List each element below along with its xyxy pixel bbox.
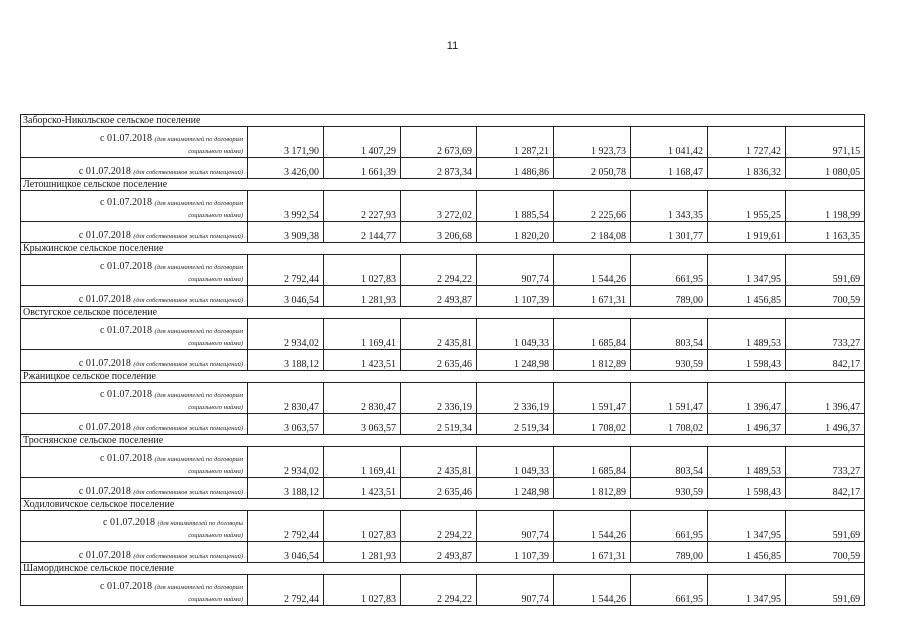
row-label-line — [25, 145, 243, 157]
rate-value-cell: 1 544,26 — [554, 511, 631, 542]
rate-value-cell: 733,27 — [786, 319, 865, 350]
row-label — [21, 575, 248, 606]
effective-date: с 01.07.2018 — [100, 197, 152, 208]
section-header-row — [21, 371, 865, 383]
rate-value-cell: 2 673,69 — [401, 127, 477, 158]
rate-value-cell: 1 198,99 — [786, 191, 865, 222]
effective-date: с 01.07.2018 — [103, 517, 155, 528]
rate-value-cell: 3 426,00 — [248, 158, 324, 179]
section-header-row — [21, 243, 865, 255]
row-label-line — [25, 261, 243, 273]
row-label-line — [25, 209, 243, 221]
row-note: (для нанимателей по договорам — [154, 392, 243, 399]
row-note-continued: социального найма) — [188, 468, 243, 475]
rate-value-cell: 1 347,95 — [708, 575, 786, 606]
rate-value-cell: 591,69 — [786, 575, 865, 606]
rate-value-cell: 1 685,84 — [554, 447, 631, 478]
rate-value-cell: 1 396,47 — [708, 383, 786, 414]
tenant-rate-row — [21, 319, 865, 350]
rate-value-cell: 1 919,61 — [708, 222, 786, 243]
row-note-continued: социального найма) — [188, 532, 243, 539]
rate-value-cell: 2 336,19 — [401, 383, 477, 414]
rate-value-cell: 1 708,02 — [554, 414, 631, 435]
rate-value-cell: 1 685,84 — [554, 319, 631, 350]
rate-value-cell: 1 812,89 — [554, 350, 631, 371]
rate-value-cell: 1 347,95 — [708, 511, 786, 542]
tenant-rate-row — [21, 575, 865, 606]
rate-value-cell: 1 489,53 — [708, 447, 786, 478]
rate-value-cell: 803,54 — [631, 447, 708, 478]
rate-value-cell: 2 493,87 — [401, 542, 477, 563]
effective-date: с 01.07.2018 — [78, 230, 131, 241]
row-note: (для собственников жилых помещений) — [133, 489, 243, 496]
section-name: Ходиловичское сельское поселение — [21, 499, 865, 511]
rate-value-cell: 1 496,37 — [786, 414, 865, 435]
section-name: Троснянское сельское поселение — [21, 435, 865, 447]
rate-value-cell: 1 107,39 — [477, 542, 554, 563]
rate-value-cell: 2 934,02 — [248, 447, 324, 478]
rate-value-cell: 1 544,26 — [554, 575, 631, 606]
rate-value-cell: 700,59 — [786, 542, 865, 563]
section-name: Шамординское сельское поселение — [21, 563, 865, 575]
row-note: (для нанимателей по договорам — [154, 328, 243, 335]
rate-value-cell: 733,27 — [786, 447, 865, 478]
rate-value-cell: 1 049,33 — [477, 447, 554, 478]
row-note-continued: социального найма) — [188, 340, 243, 347]
row-label — [21, 319, 248, 350]
rate-value-cell: 1 049,33 — [477, 319, 554, 350]
row-note: (для нанимателей по договорам — [154, 264, 243, 271]
rate-value-cell: 2 144,77 — [324, 222, 401, 243]
rate-value-cell: 2 435,81 — [401, 447, 477, 478]
rate-value-cell: 661,95 — [631, 255, 708, 286]
rate-value-cell: 591,69 — [786, 511, 865, 542]
section-header-row — [21, 115, 865, 127]
row-label-line — [25, 166, 243, 178]
row-note: (для нанимателей по договорам — [154, 136, 243, 143]
rate-value-cell: 2 792,44 — [248, 511, 324, 542]
rate-value-cell: 3 046,54 — [248, 542, 324, 563]
row-label — [21, 383, 248, 414]
tenant-rate-row — [21, 383, 865, 414]
rate-value-cell: 1 456,85 — [708, 542, 786, 563]
rate-value-cell: 971,15 — [786, 127, 865, 158]
rate-value-cell: 2 435,81 — [401, 319, 477, 350]
tenant-rate-row — [21, 511, 865, 542]
effective-date: с 01.07.2018 — [78, 358, 131, 369]
tenant-rate-row — [21, 191, 865, 222]
rate-value-cell: 1 287,21 — [477, 127, 554, 158]
section-header-row — [21, 179, 865, 191]
row-note: (для собственников жилых помещений) — [133, 425, 243, 432]
rate-value-cell: 1 347,95 — [708, 255, 786, 286]
rate-value-cell: 1 598,43 — [708, 350, 786, 371]
rate-value-cell: 907,74 — [477, 511, 554, 542]
row-label — [21, 511, 248, 542]
row-label-line — [25, 294, 243, 306]
owner-rate-row — [21, 222, 865, 243]
effective-date: с 01.07.2018 — [78, 486, 131, 497]
rate-value-cell: 2 294,22 — [401, 575, 477, 606]
rate-value-cell: 1 489,53 — [708, 319, 786, 350]
tenant-rate-row — [21, 127, 865, 158]
tenant-rate-row — [21, 447, 865, 478]
row-label-line — [25, 550, 243, 562]
rate-value-cell: 3 171,90 — [248, 127, 324, 158]
rate-value-cell: 3 992,54 — [248, 191, 324, 222]
rate-value-cell: 1 041,42 — [631, 127, 708, 158]
row-note-continued: социального найма) — [188, 404, 243, 411]
rate-value-cell: 1 661,39 — [324, 158, 401, 179]
rate-value-cell: 1 248,98 — [477, 350, 554, 371]
section-name: Ржаницкое сельское поселение — [21, 371, 865, 383]
row-label — [21, 478, 248, 499]
rate-value-cell: 1 955,25 — [708, 191, 786, 222]
row-label-line — [25, 401, 243, 413]
effective-date: с 01.07.2018 — [100, 325, 152, 336]
row-note-continued: социального найма) — [188, 276, 243, 283]
row-label — [21, 191, 248, 222]
rate-value-cell: 1 396,47 — [786, 383, 865, 414]
rate-value-cell: 2 635,46 — [401, 478, 477, 499]
row-note: (для нанимателей по договорам — [154, 456, 243, 463]
row-label-line — [25, 337, 243, 349]
owner-rate-row — [21, 286, 865, 307]
rate-value-cell: 1 027,83 — [324, 255, 401, 286]
rate-value-cell: 1 343,35 — [631, 191, 708, 222]
rate-value-cell: 1 163,35 — [786, 222, 865, 243]
rate-value-cell: 1 923,73 — [554, 127, 631, 158]
rate-value-cell: 907,74 — [477, 575, 554, 606]
rate-value-cell: 1 301,77 — [631, 222, 708, 243]
section-header-row — [21, 307, 865, 319]
row-label-line — [25, 230, 243, 242]
effective-date: с 01.07.2018 — [78, 550, 131, 561]
rate-value-cell: 2 336,19 — [477, 383, 554, 414]
row-label-line — [25, 529, 243, 541]
effective-date: с 01.07.2018 — [78, 166, 131, 177]
effective-date: с 01.07.2018 — [100, 581, 152, 592]
rate-value-cell: 1 281,93 — [324, 286, 401, 307]
rate-value-cell: 1 708,02 — [631, 414, 708, 435]
rate-value-cell: 2 294,22 — [401, 511, 477, 542]
rate-value-cell: 3 272,02 — [401, 191, 477, 222]
row-label-line — [25, 325, 243, 337]
rate-value-cell: 2 225,66 — [554, 191, 631, 222]
owner-rate-row — [21, 414, 865, 435]
section-header-row — [21, 563, 865, 575]
row-note: (для собственников жилых помещений) — [133, 297, 243, 304]
rate-value-cell: 3 206,68 — [401, 222, 477, 243]
section-name: Летошницкое сельское поселение — [21, 179, 865, 191]
rate-value-cell: 1 727,42 — [708, 127, 786, 158]
rate-value-cell: 842,17 — [786, 350, 865, 371]
owner-rate-row — [21, 478, 865, 499]
row-note: (для собственников жилых помещений) — [133, 169, 243, 176]
rate-value-cell: 1 169,41 — [324, 319, 401, 350]
row-label — [21, 350, 248, 371]
rate-value-cell: 3 046,54 — [248, 286, 324, 307]
row-note-continued: социального найма) — [188, 596, 243, 603]
row-note: (для нанимателей по договорам — [154, 200, 243, 207]
rate-value-cell: 2 635,46 — [401, 350, 477, 371]
section-header-row — [21, 499, 865, 511]
effective-date: с 01.07.2018 — [78, 422, 131, 433]
row-label — [21, 414, 248, 435]
row-note: (для собственников жилых помещений) — [133, 361, 243, 368]
effective-date: с 01.07.2018 — [100, 389, 152, 400]
row-label-line — [25, 273, 243, 285]
rate-value-cell: 1 544,26 — [554, 255, 631, 286]
row-note: (для собственников жилых помещений) — [133, 233, 243, 240]
rate-value-cell: 2 792,44 — [248, 575, 324, 606]
rate-value-cell: 2 934,02 — [248, 319, 324, 350]
rate-value-cell: 1 820,20 — [477, 222, 554, 243]
rate-value-cell: 907,74 — [477, 255, 554, 286]
rate-value-cell: 1 671,31 — [554, 286, 631, 307]
row-label-line — [25, 358, 243, 370]
rate-value-cell: 2 873,34 — [401, 158, 477, 179]
rate-value-cell: 1 456,85 — [708, 286, 786, 307]
row-label — [21, 222, 248, 243]
rate-value-cell: 1 885,54 — [477, 191, 554, 222]
rate-value-cell: 1 591,47 — [631, 383, 708, 414]
rate-value-cell: 930,59 — [631, 478, 708, 499]
rate-value-cell: 661,95 — [631, 511, 708, 542]
rate-value-cell: 1 423,51 — [324, 350, 401, 371]
rate-value-cell: 930,59 — [631, 350, 708, 371]
section-name: Овстугское сельское поселение — [21, 307, 865, 319]
rate-value-cell: 1 168,47 — [631, 158, 708, 179]
rate-value-cell: 3 188,12 — [248, 350, 324, 371]
row-label — [21, 158, 248, 179]
rate-value-cell: 789,00 — [631, 286, 708, 307]
rate-value-cell: 789,00 — [631, 542, 708, 563]
row-label-line — [25, 517, 243, 529]
row-label — [21, 286, 248, 307]
rate-value-cell: 1 598,43 — [708, 478, 786, 499]
rate-value-cell: 1 591,47 — [554, 383, 631, 414]
rate-value-cell: 661,95 — [631, 575, 708, 606]
rate-value-cell: 1 423,51 — [324, 478, 401, 499]
row-label-line — [25, 133, 243, 145]
row-label-line — [25, 389, 243, 401]
page-number: 11 — [446, 40, 459, 52]
owner-rate-row — [21, 158, 865, 179]
row-label-line — [25, 197, 243, 209]
section-header-row — [21, 435, 865, 447]
row-label-line — [25, 581, 243, 593]
row-note-continued: социального найма) — [188, 212, 243, 219]
rate-value-cell: 1 169,41 — [324, 447, 401, 478]
rate-value-cell: 1 407,29 — [324, 127, 401, 158]
tenant-rate-row — [21, 255, 865, 286]
rate-value-cell: 1 671,31 — [554, 542, 631, 563]
row-note: (для собственников жилых помещений) — [133, 553, 243, 560]
rate-value-cell: 3 909,38 — [248, 222, 324, 243]
row-note: (для нанимателей по договоры — [157, 520, 243, 527]
row-label — [21, 447, 248, 478]
rate-value-cell: 3 063,57 — [324, 414, 401, 435]
rate-value-cell: 1 027,83 — [324, 575, 401, 606]
owner-rate-row — [21, 542, 865, 563]
effective-date: с 01.07.2018 — [100, 453, 152, 464]
row-label-line — [25, 465, 243, 477]
row-label-line — [25, 486, 243, 498]
rate-value-cell: 1 080,05 — [786, 158, 865, 179]
rate-value-cell: 1 107,39 — [477, 286, 554, 307]
tariff-table — [20, 114, 865, 606]
rate-value-cell: 1 812,89 — [554, 478, 631, 499]
row-label-line — [25, 422, 243, 434]
rate-value-cell: 2 294,22 — [401, 255, 477, 286]
rate-value-cell: 1 486,86 — [477, 158, 554, 179]
rate-value-cell: 1 248,98 — [477, 478, 554, 499]
rate-value-cell: 591,69 — [786, 255, 865, 286]
row-label — [21, 127, 248, 158]
effective-date: с 01.07.2018 — [78, 294, 131, 305]
row-note: (для нанимателей по договорам — [154, 584, 243, 591]
rate-value-cell: 2 493,87 — [401, 286, 477, 307]
row-label-line — [25, 453, 243, 465]
rate-value-cell: 1 496,37 — [708, 414, 786, 435]
row-label — [21, 542, 248, 563]
tariff-table-body — [21, 115, 865, 606]
row-note-continued: социального найма) — [188, 148, 243, 155]
owner-rate-row — [21, 350, 865, 371]
rate-value-cell: 1 281,93 — [324, 542, 401, 563]
row-label — [21, 255, 248, 286]
rate-value-cell: 803,54 — [631, 319, 708, 350]
rate-value-cell: 2 184,08 — [554, 222, 631, 243]
rate-value-cell: 700,59 — [786, 286, 865, 307]
rate-value-cell: 1 027,83 — [324, 511, 401, 542]
rate-value-cell: 2 830,47 — [248, 383, 324, 414]
section-name: Заборско-Никольское сельское поселение — [21, 115, 865, 127]
rate-value-cell: 2 050,78 — [554, 158, 631, 179]
rate-value-cell: 2 519,34 — [477, 414, 554, 435]
rate-value-cell: 2 519,34 — [401, 414, 477, 435]
effective-date: с 01.07.2018 — [100, 133, 152, 144]
section-name: Крыжинское сельское поселение — [21, 243, 865, 255]
rate-value-cell: 1 836,32 — [708, 158, 786, 179]
rate-value-cell: 842,17 — [786, 478, 865, 499]
row-label-line — [25, 593, 243, 605]
rate-value-cell: 2 227,93 — [324, 191, 401, 222]
effective-date: с 01.07.2018 — [100, 261, 152, 272]
rate-value-cell: 2 792,44 — [248, 255, 324, 286]
rate-value-cell: 3 188,12 — [248, 478, 324, 499]
rate-value-cell: 2 830,47 — [324, 383, 401, 414]
rate-value-cell: 3 063,57 — [248, 414, 324, 435]
